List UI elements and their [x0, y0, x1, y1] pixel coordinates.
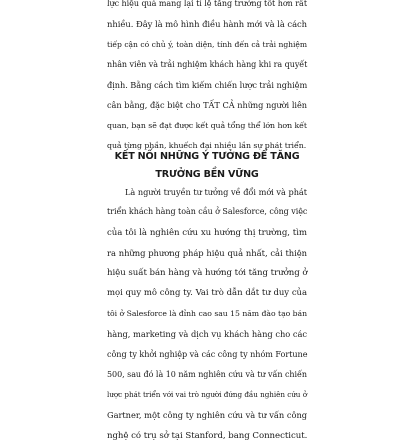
paragraph-line: Gartner, một công ty nghiên cứu và tư vấn công: [107, 410, 307, 421]
paragraph-line: hiệu suất bán hàng và hướng tới tăng trưởng ở: [107, 268, 308, 279]
section-heading-line-2: TRƯỞNG BỀN VỮNG: [155, 169, 259, 180]
paragraph-line: cân bằng, đặc biệt cho TẤT CẢ những người liên: [107, 100, 307, 111]
paragraph-line: quả từng phần, khuếch đại nhiều lần sự phát triển.: [107, 141, 307, 151]
paragraph-line: định. Bằng cách tìm kiếm chiến lược trải nghiệm: [107, 80, 308, 91]
paragraph-line: nhân viên và trải nghiệm khách hàng khi ra quyết: [107, 59, 308, 69]
section-heading-line-1: KẾT NỐI NHỮNG Ý TƯỞNG ĐỂ TĂNG: [114, 151, 300, 162]
paragraph-line: ra những phương pháp hiệu quả nhất, cải thiện: [107, 247, 307, 258]
top-paragraph: [107, 0, 307, 156]
paragraph-line: nhiều. Đây là mô hình điều hành mới và là cách: [107, 19, 307, 30]
bottom-paragraph: [107, 182, 307, 446]
paragraph-line: tiếp cận có chủ ý, toàn diện, tính đến cả trải nghiệm: [107, 39, 307, 49]
paragraph-line: hàng, marketing và dịch vụ khách hàng cho các: [107, 329, 307, 340]
section-heading: [100, 148, 314, 184]
paragraph-line: triển khách hàng toàn cầu ở Salesforce, công việc: [107, 207, 308, 217]
paragraph-line: mọi quy mô công ty. Vai trò dẫn dắt tư duy của: [107, 288, 307, 299]
paragraph-line: Là người truyền tư tưởng về đổi mới và phát: [125, 187, 307, 197]
paragraph-line: tôi ở Salesforce là đỉnh cao sau 15 năm đào tạo bán: [107, 308, 307, 318]
paragraph-line: nghệ có trụ sở tại Stanford, bang Connecticut.: [107, 430, 308, 441]
paragraph-line: 500, sau đó là 10 năm nghiên cứu và tư vấn chiến: [107, 369, 307, 379]
paragraph-line: quan, bạn sẽ đạt được kết quả tổng thể lớn hơn kết: [107, 120, 307, 130]
paragraph-line: công ty khởi nghiệp và các công ty nhóm Fortune: [107, 349, 308, 360]
paragraph-line: của tôi là nghiên cứu xu hướng thị trường, tìm: [107, 227, 307, 238]
paragraph-line: lược phát triển với vai trò người đứng đầu nghiên cứu ở: [107, 389, 307, 399]
paragraph-line: lực hiệu quả mang lại tỉ lệ tăng trưởng tốt hơn rất: [107, 0, 307, 8]
